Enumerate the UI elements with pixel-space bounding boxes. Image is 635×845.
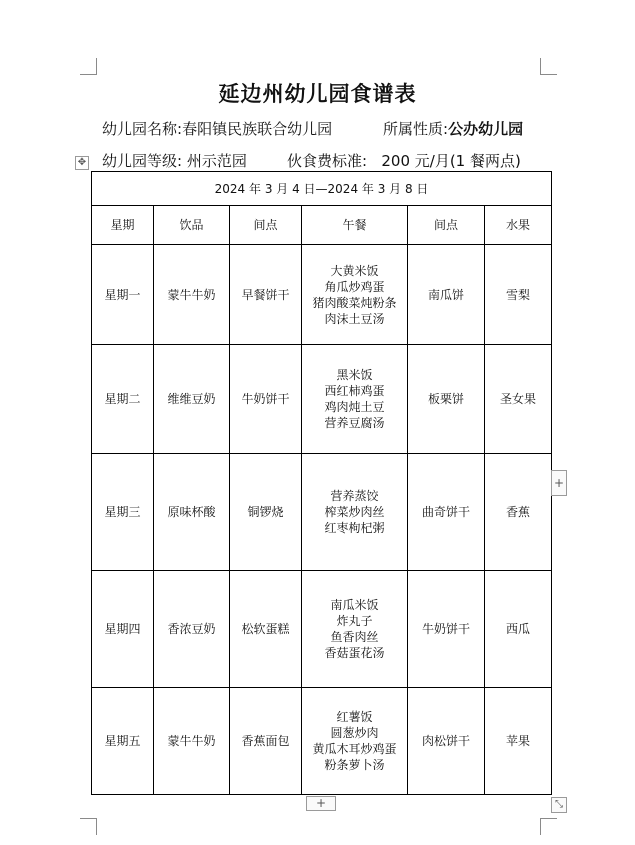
name-label: 幼儿园名称: [102, 120, 183, 138]
lunch-cell [302, 245, 408, 345]
snack-1-cell: 松软蛋糕 [230, 571, 302, 688]
header-snack-1: 间点 [230, 206, 302, 245]
table-row [92, 454, 552, 571]
day-cell: 星期五 [92, 688, 154, 795]
drink-cell: 蒙牛牛奶 [154, 688, 230, 795]
lunch-item: 圆葱炒肉 [330, 726, 379, 740]
snack-2-cell: 板栗饼 [408, 345, 485, 454]
lunch-item: 营养蒸饺 [330, 489, 379, 503]
day-cell: 星期一 [92, 245, 154, 345]
drink-cell: 维维豆奶 [154, 345, 230, 454]
header-snack-2: 间点 [408, 206, 485, 245]
lunch-item: 炸丸子 [336, 614, 373, 628]
fruit-cell: 西瓜 [485, 571, 552, 688]
move-icon[interactable]: ✥ [75, 156, 89, 170]
crop-mark-top-right [540, 58, 557, 75]
date-row [92, 172, 552, 206]
lunch-item: 鱼香肉丝 [330, 630, 379, 644]
crop-mark-top-left [80, 58, 97, 75]
menu-table [91, 171, 552, 795]
fruit-cell: 圣女果 [485, 345, 552, 454]
header-day: 星期 [92, 206, 154, 245]
day-cell: 星期三 [92, 454, 154, 571]
snack-2-cell: 南瓜饼 [408, 245, 485, 345]
day-cell: 星期二 [92, 345, 154, 454]
lunch-item: 榨菜炒肉丝 [324, 505, 385, 519]
lunch-item: 猪肉酸菜炖粉条 [312, 295, 397, 310]
page-title: 延边州幼儿园食谱表 [218, 81, 417, 106]
crop-mark-bottom-right [540, 818, 557, 835]
lunch-item: 鸡肉炖土豆 [324, 400, 385, 414]
snack-1-cell: 香蕉面包 [230, 688, 302, 795]
drink-cell: 原味杯酸 [154, 454, 230, 571]
lunch-item: 香菇蛋花汤 [324, 646, 385, 660]
fee-label: 伙食费标准: [287, 152, 368, 170]
lunch-item: 黑米饭 [336, 368, 373, 382]
date-range: 2024 年 3 月 4 日—2024 年 3 月 8 日 [92, 172, 552, 206]
grade-line [102, 150, 247, 171]
drink-cell: 蒙牛牛奶 [154, 245, 230, 345]
nature-label: 所属性质: [383, 120, 449, 138]
table-row [92, 245, 552, 345]
snack-2-cell: 曲奇饼干 [408, 454, 485, 571]
resize-icon[interactable]: ⤡ [551, 797, 567, 813]
snack-1-cell: 铜锣烧 [230, 454, 302, 571]
grade-value: 州示范园 [186, 152, 247, 170]
header-lunch: 午餐 [302, 206, 408, 245]
header-row [92, 206, 552, 245]
table-row [92, 345, 552, 454]
lunch-item: 营养豆腐汤 [324, 416, 385, 430]
nature-value: 公办幼儿园 [448, 120, 524, 138]
add-row-plus-icon[interactable]: + [306, 796, 336, 811]
lunch-item: 角瓜炒鸡蛋 [324, 279, 385, 294]
fruit-cell: 香蕉 [485, 454, 552, 571]
lunch-item: 大黄米饭 [330, 263, 379, 278]
header-fruit: 水果 [485, 206, 552, 245]
crop-mark-bottom-left [80, 818, 97, 835]
name-value: 春阳镇民族联合幼儿园 [182, 120, 333, 138]
fruit-cell: 雪梨 [485, 245, 552, 345]
snack-1-cell: 牛奶饼干 [230, 345, 302, 454]
lunch-item: 红薯饭 [336, 710, 373, 724]
lunch-item: 南瓜米饭 [330, 598, 379, 612]
fee-value: 200 元/月(1 餐两点) [381, 152, 521, 170]
lunch-item: 红枣枸杞粥 [324, 521, 385, 535]
lunch-cell [302, 345, 408, 454]
header-drink: 饮品 [154, 206, 230, 245]
lunch-cell [302, 688, 408, 795]
lunch-cell [302, 454, 408, 571]
add-column-plus-icon[interactable]: + [551, 470, 567, 496]
table-row [92, 688, 552, 795]
grade-label: 幼儿园等级: [102, 152, 183, 170]
nature-line [383, 118, 523, 139]
lunch-item: 西红柿鸡蛋 [324, 384, 385, 398]
drink-cell: 香浓豆奶 [154, 571, 230, 688]
snack-1-cell: 早餐饼干 [230, 245, 302, 345]
lunch-item: 黄瓜木耳炒鸡蛋 [312, 742, 397, 756]
fruit-cell: 苹果 [485, 688, 552, 795]
kindergarten-name-line [102, 118, 332, 139]
lunch-item: 肉沫土豆汤 [324, 311, 385, 326]
lunch-item: 粉条萝卜汤 [324, 758, 385, 772]
table-row [92, 571, 552, 688]
snack-2-cell: 牛奶饼干 [408, 571, 485, 688]
lunch-cell [302, 571, 408, 688]
fee-line [287, 150, 521, 171]
day-cell: 星期四 [92, 571, 154, 688]
snack-2-cell: 肉松饼干 [408, 688, 485, 795]
